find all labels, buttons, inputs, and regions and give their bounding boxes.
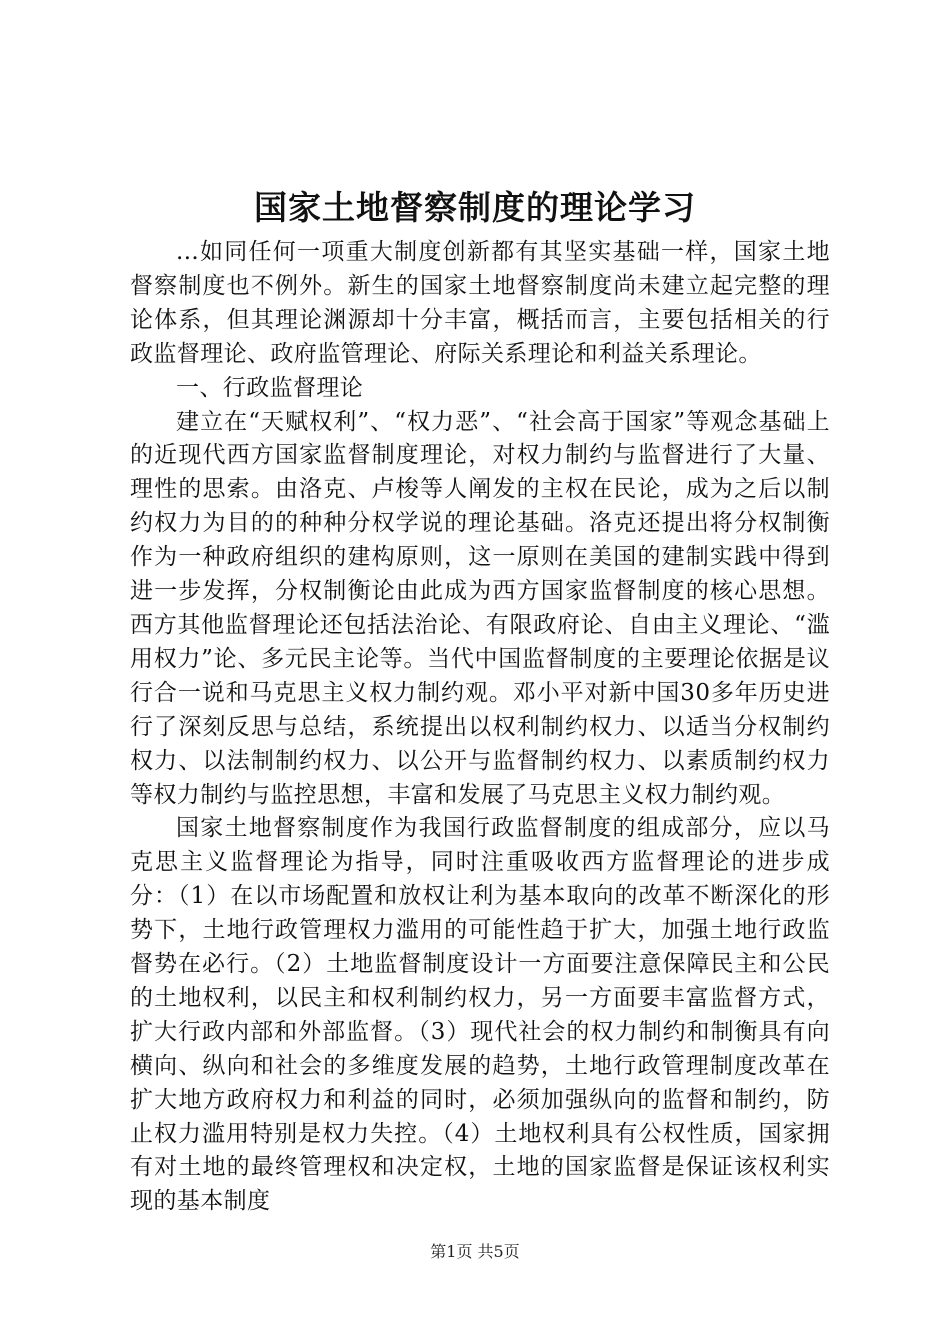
document-title: 国家土地督察制度的理论学习 [254, 188, 696, 227]
paragraph-land-supervision: 国家土地督察制度作为我国行政监督制度的组成部分，应以马克思主义监督理论为指导，同时注重吸收西方监督理论的进步成分：（1）在以市场配置和放权让利为基本取向的改革不断深化的形势下，土地行政管理权力滥用的可能性趋于扩大，加强土地行政监督势在必行。（2）土地监督制度设计一方面要注意保障民主和公民的土地权利，以民主和权利制约权力，另一方面要丰富监督方式，扩大行政内部和外部监督。（3）现代社会的权力制约和制衡具有向横向、纵向和社会的多维度发展的趋势，土地行政管理制度改革在扩大地方政府权力和利益的同时，必须加强纵向的监督和制约，防止权力滥用特别是权力失控。（4）土地权利具有公权性质，国家拥有对土地的最终管理权和决定权，土地的国家监督是保证该权利实现的基本制度 [130, 815, 830, 1215]
paragraph-intro: ...如同任何一项重大制度创新都有其坚实基础一样，国家土地督察制度也不例外。新生的国家土地督察制度尚未建立起完整的理论体系，但其理论渊源却十分丰富，概括而言，主要包括相关的行政监督理论、政府监管理论、府际关系理论和利益关系理论。 [130, 239, 830, 367]
section-heading: 一、行政监督理论 [176, 374, 364, 401]
document-body [130, 236, 830, 1219]
page-footer: 第1页 共5页 [430, 1242, 520, 1261]
paragraph-western-theory: 建立在“天赋权利”、“权力恶”、“社会高于国家”等观念基础上的近现代西方国家监督制度理论，对权力制约与监督进行了大量、理性的思索。由洛克、卢梭等人阐发的主权在民论，成为之后以制约权力为目的的种种分权学说的理论基础。洛克还提出将分权制衡作为一种政府组织的建构原则，这一原则在美国的建制实践中得到进一步发挥，分权制衡论由此成为西方国家监督制度的核心思想。西方其他监督理论还包括法治论、有限政府论、自由主义理论、“滥用权力”论、多元民主论等。当代中国监督制度的主要理论依据是议行合一说和马克思主义权力制约观。邓小平对新中国30多年历史进行了深刻反思与总结，系统提出以权利制约权力、以适当分权制约权力、以法制制约权力、以公开与监督制约权力、以素质制约权力等权力制约与监控思想，丰富和发展了马克思主义权力制约观。 [130, 408, 830, 808]
